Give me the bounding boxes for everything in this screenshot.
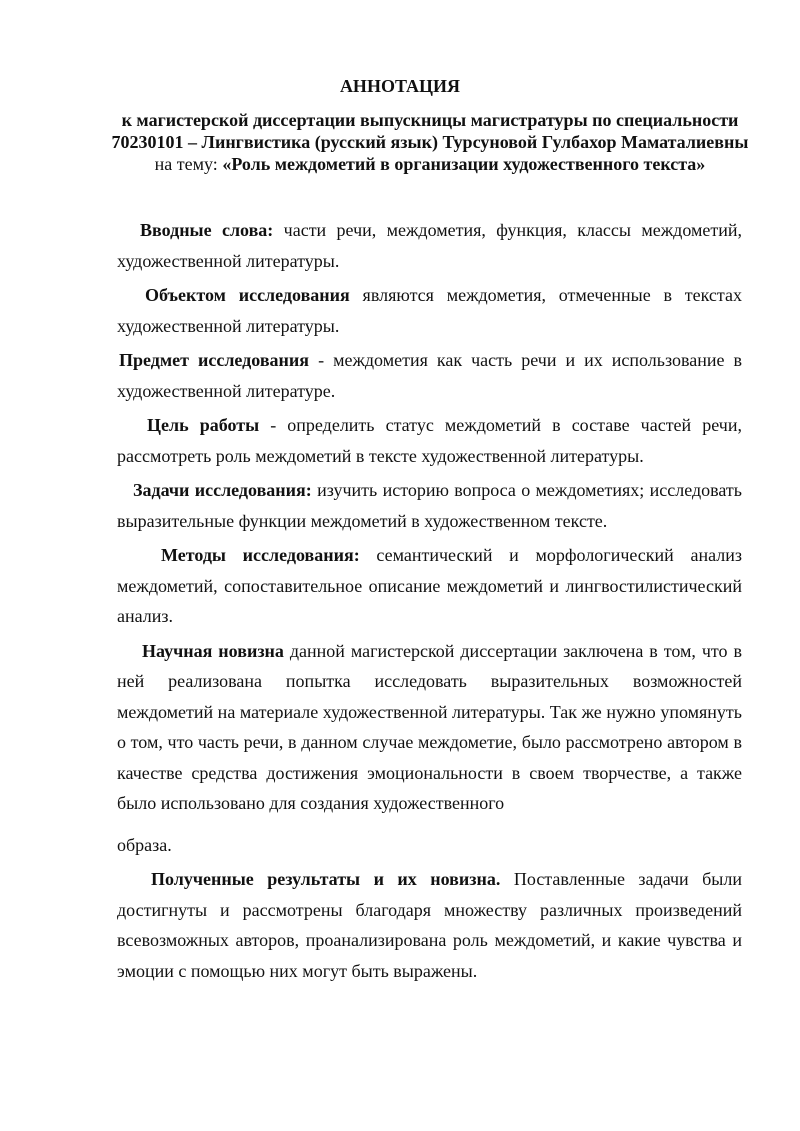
paragraph-text: - междометия как часть речи и их использование в художественной литературе. <box>117 350 742 401</box>
paragraph-text: части речи, междометия, функция, классы междометий, художественной литературы. <box>117 220 742 271</box>
paragraph-tasks <box>117 475 742 536</box>
paragraph-text: - определить статус междометий в составе частей речи, рассмотреть роль междометий в тексте художественной литературы. <box>117 415 742 466</box>
paragraph-heading: Методы исследования: <box>161 545 360 565</box>
paragraph-goal <box>117 410 742 471</box>
subtitle-connector: на тему: <box>154 154 223 174</box>
paragraph-text: данной магистерской диссертации заключена в том, что в ней реализована попытка исследовать выразительных возможностей междометий на материале художественной литературы. Так же нужно упомянуть о том, что часть речи, в данном случае междометие, было рассмотрено автором в качестве средства достижения эмоциональности в своем творчестве, а также было использовано для создания художественного <box>117 640 742 813</box>
document-subtitle <box>110 109 750 175</box>
subtitle-topic: «Роль междометий в организации художественного текста» <box>222 154 706 174</box>
paragraph-text: Поставленные задачи были достигнуты и рассмотрены благодаря множеству различных произведений всевозможных авторов, проанализирована роль междометий, и какие чувства и эмоции с помощью них могут быть выражены. <box>117 869 742 981</box>
paragraph-heading: Цель работы <box>147 415 260 435</box>
paragraph-text: семантический и морфологический анализ междометий, сопоставительное описание междометий и лингвостилистический анализ. <box>117 545 742 626</box>
paragraph-heading: Предмет исследования <box>119 350 310 370</box>
paragraph-novelty <box>117 636 742 861</box>
subtitle-main: к магистерской диссертации выпускницы магистратуры по специальности 70230101 – Лингвистика (русский язык) Турсуновой Гулбахор Маматалиевны <box>111 110 749 152</box>
paragraph-heading: Научная новизна <box>142 640 284 661</box>
paragraph-results <box>117 864 742 986</box>
annotation-body <box>117 215 742 990</box>
document-title: АННОТАЦИЯ <box>339 76 461 96</box>
paragraph-subject <box>117 345 742 406</box>
paragraph-methods <box>117 540 742 632</box>
paragraph-heading: Объектом исследования <box>145 285 350 305</box>
paragraph-heading: Вводные слова: <box>140 220 274 240</box>
line-gap <box>117 819 742 830</box>
paragraph-text: являются междометия, отмеченные в текстах художественной литературы. <box>117 285 742 336</box>
paragraph-heading: Полученные результаты и их новизна. <box>151 869 501 889</box>
paragraph-object <box>117 280 742 341</box>
paragraph-text: изучить историю вопроса о междометиях; исследовать выразительные функции междометий в художественном тексте. <box>117 480 742 531</box>
paragraph-heading: Задачи исследования: <box>133 480 312 500</box>
paragraph-keywords <box>117 215 742 276</box>
paragraph-tail: образа. <box>117 834 172 855</box>
